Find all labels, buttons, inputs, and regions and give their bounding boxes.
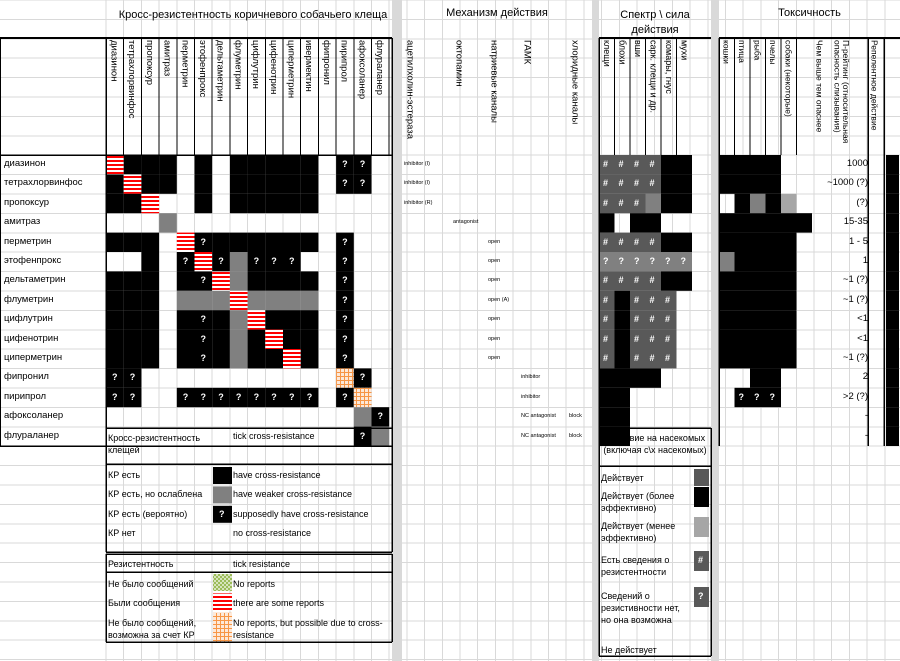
- question-mark: ?: [200, 353, 206, 363]
- mechanism-cell-gaba: NC antagonist: [521, 432, 556, 439]
- col-header-cross: пропоксур: [143, 40, 155, 86]
- question-mark: ?: [377, 411, 383, 422]
- row-label-substance: цифенотрин: [4, 332, 59, 344]
- col-header-cross: цифенотрин: [267, 40, 279, 95]
- legend-cross-row-ru: КР есть: [108, 470, 141, 480]
- hash-mark: #: [618, 159, 624, 169]
- legend-action-row: Сведений о резистивности нет, но она возможна: [601, 591, 680, 625]
- hash-mark: #: [603, 275, 609, 286]
- question-mark: ?: [342, 353, 348, 363]
- question-mark: ?: [289, 391, 295, 402]
- legend-resistance-row-ru: Не было сообщений, возможна за счет КР: [108, 617, 197, 640]
- col-header-toxicity: рыба: [752, 40, 763, 61]
- legend-resistance-row-en: No reports: [233, 579, 276, 589]
- question-mark: ?: [182, 391, 189, 402]
- question-mark: ?: [200, 275, 206, 286]
- question-mark: ?: [634, 256, 640, 266]
- hash-mark: #: [618, 236, 624, 247]
- hash-mark: #: [649, 353, 655, 363]
- col-header-toxicity: кошки: [721, 40, 732, 64]
- hash-mark: #: [649, 159, 655, 169]
- mechanism-cell-ache: inhibitor (R): [404, 199, 433, 206]
- col-header-cross: афоксоланер: [356, 40, 368, 100]
- mechanism-cell-chloride: block: [569, 413, 582, 420]
- header-spectrum: Спектр \ сила действия: [620, 9, 690, 36]
- col-header-toxicity: Репелентное действие: [869, 40, 880, 131]
- hash-mark: #: [634, 333, 640, 344]
- hash-mark: #: [603, 333, 609, 344]
- hash-mark: #: [603, 159, 609, 169]
- hash-mark: #: [618, 275, 624, 286]
- row-label-substance: фипронил: [4, 371, 49, 383]
- col-header-spectrum: вши: [633, 40, 643, 58]
- question-mark: ?: [342, 178, 348, 189]
- hash-mark: #: [665, 333, 671, 344]
- col-header-mechanism: ГАМК: [521, 40, 533, 65]
- col-header-mechanism: натриевые каналы: [488, 40, 500, 123]
- col-header-cross: цифлутрин: [250, 40, 262, 89]
- col-header-cross: дельтаметрин: [214, 40, 226, 102]
- question-mark: ?: [342, 256, 348, 266]
- hash-mark: #: [603, 314, 609, 325]
- question-mark: ?: [218, 391, 224, 402]
- row-label-substance: циперметрин: [4, 352, 63, 363]
- hash-mark: #: [665, 294, 671, 305]
- row-label-substance: пропоксур: [4, 196, 50, 208]
- question-mark: ?: [253, 256, 260, 266]
- legend-action-row: Действует (менее эффективно): [601, 521, 676, 543]
- row-label-substance: флуметрин: [4, 293, 54, 305]
- question-mark: ?: [200, 314, 206, 325]
- col-header-spectrum: мухи: [679, 40, 690, 61]
- question-mark: ?: [342, 294, 348, 305]
- col-header-cross: ивермектин: [303, 40, 315, 92]
- question-mark: ?: [271, 391, 277, 402]
- hash-mark: #: [603, 353, 609, 363]
- col-header-toxicity: пчелы: [768, 40, 778, 65]
- p-rating-value: (?): [856, 196, 868, 208]
- legend-action-row: Действует: [601, 473, 644, 483]
- question-mark: ?: [618, 256, 624, 266]
- hash-mark: #: [634, 353, 640, 363]
- row-label-substance: тетрахлорвинфос: [4, 177, 83, 189]
- mechanism-cell-sodium: open: [488, 277, 501, 284]
- question-mark: ?: [271, 256, 277, 266]
- mechanism-cell-octopamine: antagonist: [453, 219, 479, 226]
- mechanism-cell-ache: inhibitor (I): [404, 180, 430, 187]
- col-header-spectrum: блохи: [617, 40, 628, 65]
- legend-cross-row-en: have cross-resistance: [233, 470, 321, 480]
- hash-mark: #: [634, 197, 640, 208]
- mechanism-cell-ache: inhibitor (I): [404, 161, 430, 167]
- question-mark: ?: [342, 314, 348, 325]
- col-header-spectrum: сарк. клещи и др.: [648, 40, 659, 113]
- mechanism-cell-chloride: block: [569, 432, 582, 439]
- col-header-cross: пирипрол: [338, 40, 350, 83]
- col-header-toxicity: птица: [737, 40, 747, 63]
- hash-mark: #: [649, 178, 655, 189]
- p-rating-value: ~1 (?): [842, 352, 868, 363]
- col-header-mechanism: ацетилхолин-эстераза: [404, 40, 416, 139]
- question-mark: ?: [359, 372, 366, 383]
- p-rating-value: ~1000 (?): [827, 177, 868, 189]
- row-label-substance: цифлутрин: [4, 313, 53, 325]
- question-mark: ?: [253, 391, 260, 402]
- question-mark: ?: [129, 391, 136, 402]
- question-mark: ?: [342, 159, 348, 169]
- col-header-spectrum: клещи: [602, 40, 612, 67]
- p-rating-value: ~1 (?): [842, 274, 868, 286]
- col-header-mechanism: хлоридные каналы: [569, 40, 581, 125]
- mechanism-cell-sodium: open: [488, 258, 501, 264]
- row-label-substance: афоксоланер: [4, 410, 64, 422]
- p-rating-value: 2: [862, 371, 868, 383]
- legend-action-row: Не действует: [601, 645, 657, 655]
- hash-mark: #: [603, 236, 609, 247]
- row-label-substance: этофенпрокс: [4, 255, 62, 266]
- col-header-cross: циперметрин: [285, 40, 297, 99]
- legend-action-title: Действие на насекомых (включая с\х насекомых): [603, 433, 707, 455]
- question-mark: ?: [342, 333, 348, 344]
- hash-mark: #: [603, 178, 609, 189]
- col-header-mechanism: октопамин: [453, 40, 465, 87]
- p-rating-value: 1 - 5: [848, 235, 868, 247]
- question-mark: ?: [112, 372, 118, 383]
- question-mark: ?: [342, 236, 348, 247]
- question-mark: ?: [235, 391, 242, 402]
- question-mark: ?: [359, 159, 366, 169]
- hash-mark: #: [634, 159, 640, 169]
- hash-mark: #: [634, 294, 640, 305]
- hash-mark: #: [634, 236, 640, 247]
- row-label-substance: дельтаметрин: [4, 274, 66, 286]
- mechanism-cell-gaba: inhibitor: [521, 374, 541, 381]
- hash-mark: #: [649, 333, 655, 344]
- mechanism-cell-gaba: inhibitor: [521, 393, 541, 400]
- question-mark: ?: [306, 391, 313, 402]
- legend-cross-row-ru: КР нет: [108, 528, 136, 539]
- p-rating-value: ~1 (?): [842, 293, 868, 305]
- hash-mark: #: [649, 236, 655, 247]
- row-label-substance: диазинон: [4, 158, 46, 169]
- question-mark: ?: [218, 256, 224, 266]
- mechanism-cell-sodium: open: [488, 355, 501, 361]
- p-rating-value: 15-35: [843, 216, 868, 228]
- hash-mark: #: [649, 294, 655, 305]
- p-rating-value: 1: [862, 255, 868, 266]
- mechanism-cell-sodium: open: [488, 316, 501, 323]
- question-mark: ?: [200, 236, 206, 247]
- question-mark: ?: [603, 256, 609, 266]
- hash-mark: #: [618, 197, 624, 208]
- question-mark: ?: [769, 391, 775, 402]
- legend-resistance-row-en: there are some reports: [233, 598, 325, 609]
- mechanism-cell-sodium: open (A): [488, 296, 510, 303]
- question-mark: ?: [649, 256, 655, 266]
- col-header-cross: фипронил: [320, 40, 332, 85]
- col-header-cross: флураланер: [374, 40, 385, 96]
- hash-mark: #: [603, 294, 609, 305]
- legend-cross-title: Кросс-резистентность клещей: [108, 433, 201, 455]
- question-mark: ?: [738, 391, 744, 402]
- p-rating-value: >2 (?): [842, 390, 868, 402]
- col-header-cross: диазинон: [108, 40, 120, 82]
- question-mark: ?: [289, 256, 295, 266]
- legend-cross-title-en: tick cross-resistance: [233, 431, 315, 441]
- col-header-cross: этофенпрокс: [197, 40, 208, 98]
- question-mark: ?: [112, 391, 118, 402]
- col-header-spectrum: комары, гнус: [664, 40, 674, 94]
- row-label-substance: амитраз: [4, 216, 41, 228]
- row-label-substance: пирипрол: [4, 390, 47, 402]
- hash-mark: #: [698, 555, 704, 565]
- p-rating-value: <1: [857, 332, 868, 344]
- legend-resistance-row-ru: Не было сообщений: [108, 579, 194, 589]
- question-mark: ?: [698, 591, 704, 601]
- question-mark: ?: [129, 372, 136, 383]
- col-header-toxicity: П-рейтинг (относительная опасность слизывания): [832, 40, 851, 144]
- question-mark: ?: [342, 275, 348, 286]
- legend-action-row: Действует (более эффективно): [601, 491, 675, 513]
- question-mark: ?: [182, 256, 189, 266]
- question-mark: ?: [359, 178, 366, 189]
- question-mark: ?: [359, 430, 366, 441]
- header-mechanism: Механизм действия: [446, 7, 548, 19]
- col-header-toxicity: собаки (некоторые): [783, 40, 794, 117]
- legend-resistance-title-en: tick resistance: [233, 559, 291, 569]
- legend-action-row: Есть сведения о резистентности: [601, 555, 670, 577]
- p-rating-value: -: [864, 410, 868, 422]
- row-label-substance: перметрин: [4, 235, 52, 247]
- question-mark: ?: [200, 391, 206, 402]
- question-mark: ?: [342, 391, 348, 402]
- p-rating-value: <1: [857, 313, 868, 325]
- legend-cross-row-en: supposedly have cross-resistance: [233, 508, 369, 519]
- hash-mark: #: [649, 275, 655, 286]
- hash-mark: #: [618, 178, 624, 189]
- question-mark: ?: [680, 256, 686, 266]
- question-mark: ?: [665, 256, 671, 266]
- mechanism-cell-sodium: open: [488, 335, 501, 342]
- col-header-cross: тетрахлорвинфос: [126, 40, 138, 119]
- legend-cross-row-ru: КР есть, но ослаблена: [108, 489, 203, 500]
- p-rating-value: -: [864, 429, 868, 441]
- col-header-cross: флуметрин: [232, 40, 244, 90]
- hash-mark: #: [634, 275, 640, 286]
- legend-resistance-row-ru: Были сообщения: [108, 598, 181, 609]
- question-mark: ?: [200, 333, 206, 344]
- question-mark: ?: [219, 508, 225, 519]
- mechanism-cell-sodium: open: [488, 238, 501, 245]
- legend-cross-row-en: no cross-resistance: [233, 528, 312, 539]
- legend-cross-row-en: have weaker cross-resistance: [233, 489, 353, 500]
- hash-mark: #: [603, 197, 609, 208]
- hash-mark: #: [665, 353, 671, 363]
- hash-mark: #: [634, 314, 640, 325]
- legend-cross-row-ru: КР есть (вероятно): [108, 508, 188, 519]
- col-header-toxicity: Чем выше тем опаснее: [814, 40, 825, 133]
- question-mark: ?: [754, 391, 760, 402]
- legend-resistance-title: Резистентность: [108, 559, 174, 569]
- col-header-cross: перметрин: [179, 40, 191, 88]
- hash-mark: #: [634, 178, 640, 189]
- hash-mark: #: [649, 314, 655, 325]
- header-toxicity: Токсичность: [778, 7, 841, 19]
- col-header-cross: амитраз: [161, 40, 173, 77]
- mechanism-cell-gaba: NC antagonist: [521, 413, 556, 420]
- hash-mark: #: [665, 314, 671, 325]
- legend-resistance-row-en: No reports, but possible due to cross-resistance: [233, 617, 383, 640]
- row-label-substance: флураланер: [4, 429, 60, 441]
- header-cross-resistance: Кросс-резистентность коричневого собачьего клеща: [118, 9, 388, 21]
- p-rating-value: 1000: [846, 158, 868, 169]
